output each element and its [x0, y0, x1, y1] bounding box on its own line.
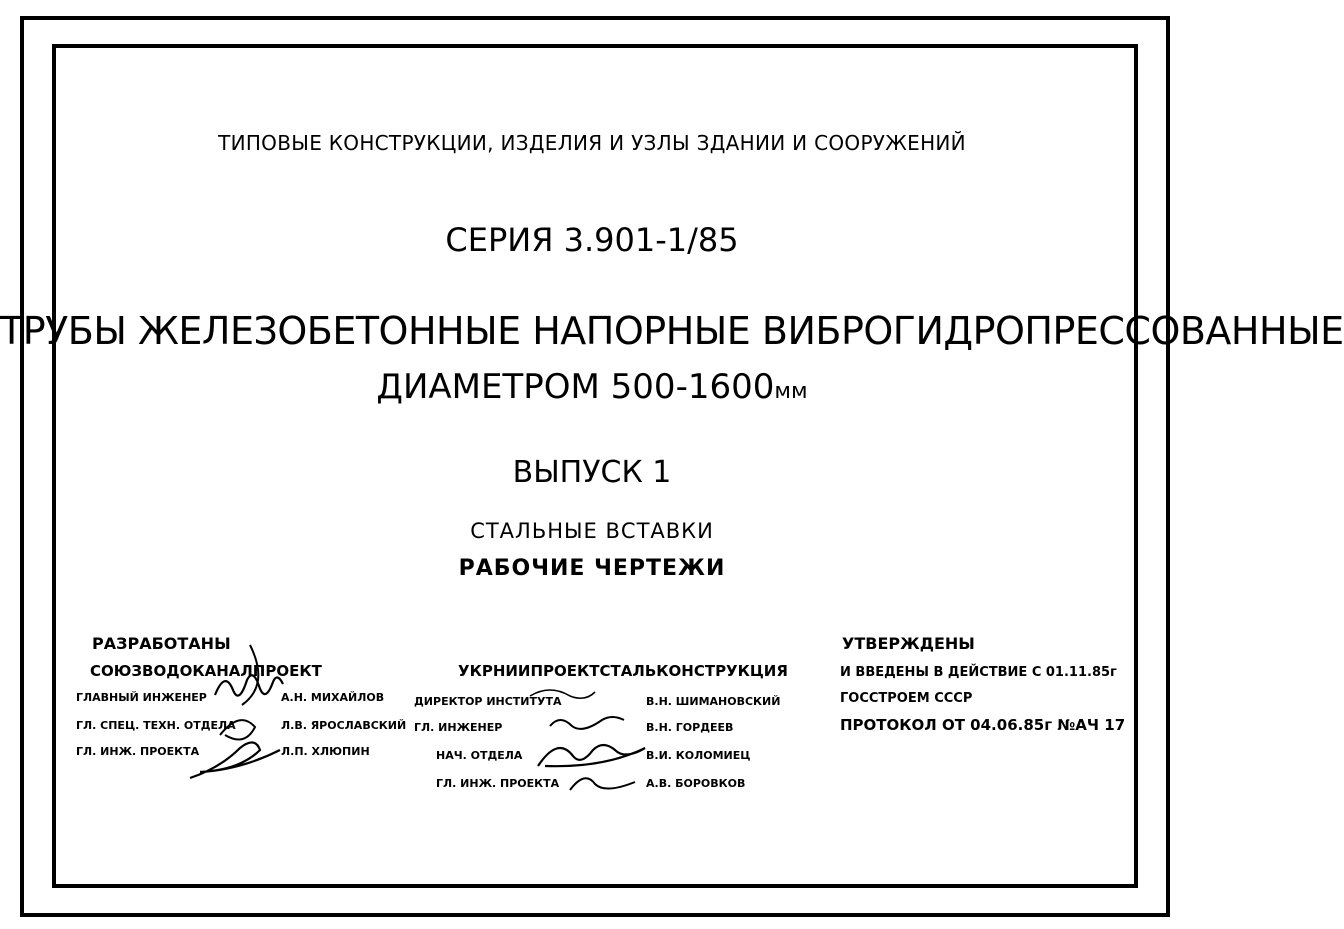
subtitle-working-drawings: РАБОЧИЕ ЧЕРТЕЖИ	[458, 556, 726, 581]
approved-line-3: ПРОТОКОЛ ОТ 04.06.85г №АЧ 17	[840, 716, 1126, 734]
middle-role-4: ГЛ. ИНЖ. ПРОЕКТА	[436, 777, 560, 790]
developer-org: СОЮЗВОДОКАНАЛПРОЕКТ	[90, 662, 322, 680]
left-role-3: ГЛ. ИНЖ. ПРОЕКТА	[76, 745, 200, 758]
signature-graphic-middle	[530, 686, 650, 796]
left-role-1: ГЛАВНЫЙ ИНЖЕНЕР	[76, 691, 207, 704]
title-line-1: ТРУБЫ ЖЕЛЕЗОБЕТОННЫЕ НАПОРНЫЕ ВИБРОГИДРОПРЕССОВАННЫЕ	[0, 309, 1344, 353]
middle-name-4: А.В. БОРОВКОВ	[646, 777, 746, 790]
left-name-2: Л.В. ЯРОСЛАВСКИЙ	[281, 719, 407, 732]
issue-number: ВЫПУСК 1	[512, 455, 672, 490]
left-name-3: Л.П. ХЛЮПИН	[281, 745, 370, 758]
signature-graphic-left	[190, 640, 300, 790]
subtitle-steel-inserts: СТАЛЬНЫЕ ВСТАВКИ	[470, 519, 714, 543]
middle-name-3: В.И. КОЛОМИЕЦ	[646, 749, 751, 762]
middle-org: УКРНИИПРОЕКТСТАЛЬКОНСТРУКЦИЯ	[458, 662, 788, 680]
middle-role-2: ГЛ. ИНЖЕНЕР	[414, 721, 503, 734]
approved-line-1: И ВВЕДЕНЫ В ДЕЙСТВИЕ С 01.11.85г	[840, 665, 1117, 680]
middle-name-1: В.Н. ШИМАНОВСКИЙ	[646, 695, 781, 708]
approved-line-2: ГОССТРОЕМ СССР	[840, 691, 973, 706]
middle-role-3: НАЧ. ОТДЕЛА	[436, 749, 523, 762]
title-unit: мм	[774, 379, 808, 404]
middle-name-2: В.Н. ГОРДЕЕВ	[646, 721, 734, 734]
developed-heading: РАЗРАБОТАНЫ	[92, 634, 231, 653]
left-name-1: А.Н. МИХАЙЛОВ	[281, 691, 385, 704]
title-diameter: ДИАМЕТРОМ 500-1600	[376, 367, 775, 407]
title-line-2	[0, 367, 1184, 407]
middle-role-1: ДИРЕКТОР ИНСТИТУТА	[414, 695, 562, 708]
series-number: СЕРИЯ 3.901-1/85	[445, 221, 739, 259]
left-role-2: ГЛ. СПЕЦ. ТЕХН. ОТДЕЛА	[76, 719, 236, 732]
approved-heading: УТВЕРЖДЕНЫ	[842, 634, 975, 653]
document-header: ТИПОВЫЕ КОНСТРУКЦИИ, ИЗДЕЛИЯ И УЗЛЫ ЗДАНИИ И СООРУЖЕНИЙ	[218, 131, 966, 155]
